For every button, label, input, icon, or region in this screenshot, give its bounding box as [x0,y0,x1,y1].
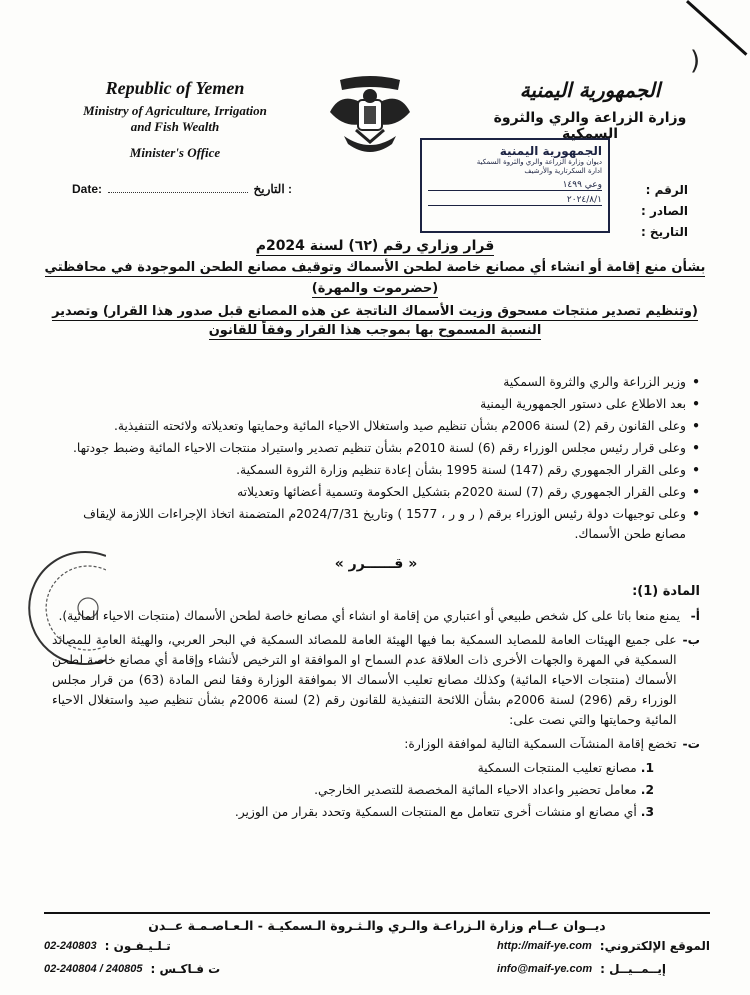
preamble-item: • بعد الاطلاع على دستور الجمهورية اليمنية [52,394,686,414]
label-date: التاريخ : [640,225,688,239]
list-item [52,758,654,778]
title-line-1: قرار وزاري رقم (٦٢) لسنة 2024م [255,238,495,254]
stamp-line-1: الجمهورية اليمنية [499,144,602,158]
preamble-item: • وعلى القانون رقم (2) لسنة 2006م بشأن تنظيم صيد واستغلال الاحياء المائية وحمايتها وتعديلاته ولائحته التنفيذية. [52,416,686,436]
header-english [70,78,280,161]
footer-contact-web [497,939,710,976]
email-link[interactable]: info@maif-ye.com [497,963,593,975]
paragraph-a-text: يمنع منعا باتا على كل شخص طبيعي أو اعتباري من إقامة او انشاء أي مصانع خاصة لطحن الأسماك (منتجات الاحياء المائية). [58,609,680,623]
fax-label: ت فـاكـس : [150,962,221,976]
title-line-5: النسبة المسموح بها بموجب هذا القرار وفقاً للقانون [208,323,542,338]
facility-list [52,758,700,822]
date-label-ar: التاريخ : [253,182,292,196]
title-line-4: (وتنظيم تصدير منتجات مسحوق وزيت الأسماك الناتجة عن هذه المصانع قبل صدور هذا القرار) وتصدير [52,304,698,319]
reference-labels [641,180,688,243]
preamble-item: • وعلى توجيهات دولة رئيس الوزراء برقم ( ر و ر ، 1577 ) وتاريخ 2024/7/31م المتضمنة اتخاذ الإجراءات اللازمة لإيقاف مصانع طحن الأسماك. [52,504,686,544]
list-item-text: مصانع تعليب المنتجات السمكية [477,761,637,775]
paragraph-a-marker: أ- [690,609,700,623]
preamble-item: • وعلى القرار الجمهوري رقم (7) لسنة 2020م بتشكيل الحكومة وتسمية أعضائها وتعديلاته [52,482,686,502]
email-label: إيــمــيــل : [600,962,666,976]
ministry-en-1: Ministry of Agriculture, Irrigation [83,103,267,118]
paragraph-c-text: تخضع إقامة المنشآت السمكية التالية لموافقة الوزارة: [404,737,677,751]
paragraph-b-marker: ب- [682,633,700,647]
preamble-item: • وعلى قرار رئيس مجلس الوزراء رقم (6) لسنة 2010م بشأن تنظيم تصدير واستيراد منتجات الاحياء المائية وضبط جودتها. [52,438,686,458]
paragraph-a [52,606,700,626]
stamp-ref-value: وعي ١٤٩٩ [428,180,602,191]
phone-label: تـلـيـفـون : [104,939,171,953]
label-number: الرقم : [645,183,688,197]
stamp-ref-row [428,180,602,191]
list-item-text: معامل تحضير واعداد الاحياء المائية المخصصة للتصدير الخارجي. [314,783,637,797]
list-item-number: 3. [640,805,654,819]
country-en: Republic of Yemen [105,78,245,98]
date-dotted-line [108,182,247,193]
phone-value: 02-240803 [44,940,97,952]
office-en: Minister's Office [129,145,221,160]
decision-heading: « قــــــرر » [334,556,418,572]
title-line-3: (حضرموت والمهرة) [311,281,439,296]
registry-stamp [420,138,610,233]
list-item-text: أي مصانع او منشات أخرى تتعامل مع المنتجات السمكية وتحدد بقرار من الوزير. [234,805,637,819]
footer-contact-phone [44,939,220,976]
ministry-en-2: and Fish Wealth [130,119,220,134]
footer-address: ديــوان عــام وزارة الـزراعـة والـري والـثـروة الـسمكيـة - الـعـاصـمـة عــدن [148,918,606,933]
ministry-ar: وزارة الزراعة والري والثروة السمكية [493,110,687,142]
header-arabic [470,78,710,142]
label-issued: الصادر : [641,204,688,218]
paragraph-c [52,734,700,754]
paragraph-b-text: على جميع الهيئات العامة للمصايد السمكية بما فيها الهيئة العامة للمصائد السمكية في البحر العربي، والهيئة العامة للمصائد السمكية في المهرة والجهات الأخرى ذات العلاقة عدم السماح او الموافقة او الترخيص لأنشاء وإقامة أي مصانع خاصة لطحن الأسماك (منتجات الاحياء المائية) وكذلك مصانع تعليب الأسماك الا بموافقة الوزارة وفقا لنص المادة (63) من قرار مجلس الوزراء رقم (296) لسنة 2006م بشأن اللائحة التنفيذية للقانون رقم (2) لسنة 2006م بشأن تنظيم صيد واستغلال الاحياء المائية وحمايتها والتي نصت على: [52,633,677,727]
list-item [52,780,654,800]
stamp-line-3: ادارة السكرتارية والأرشيف [524,167,602,175]
website-link[interactable]: http://maif-ye.com [497,940,592,952]
date-field [72,182,292,196]
paragraph-b [52,630,700,730]
stamp-line-2: ديوان وزارة الزراعة والري والثروة السمكية [476,158,602,166]
stamp-date-value: ٢٠٢٤/٨/١ [428,195,602,206]
title-line-2: بشأن منع إقامة أو انشاء أي مصانع خاصة لطحن الأسماك وتوقيف مصانع الطحن الموجودة في محافظتي [44,260,706,275]
fax-value: 02-240804 / 240805 [44,963,143,975]
preamble-item: • وعلى القرار الجمهوري رقم (147) لسنة 1995 بشأن إعادة تنظيم وزارة الثروة السمكية. [52,460,686,480]
date-label-en: Date: [72,182,103,196]
article-heading: المادة (1): [632,584,700,599]
website-label: الموقع الإلكتروني: [599,939,710,953]
preamble-list [52,372,700,544]
eagle-emblem-icon [326,72,414,162]
handwritten-mark: ) [690,46,701,76]
stamp-date-row [428,195,602,206]
list-item [52,802,654,822]
list-item-number: 1. [640,761,654,775]
paragraph-c-marker: ت- [682,737,700,751]
preamble-item: • وزير الزراعة والري والثروة السمكية [52,372,686,392]
decree-body [52,372,700,824]
decree-title [40,238,710,338]
country-ar: الجمهورية اليمنية [519,78,661,102]
list-item-number: 2. [640,783,654,797]
page-footer [44,912,710,976]
